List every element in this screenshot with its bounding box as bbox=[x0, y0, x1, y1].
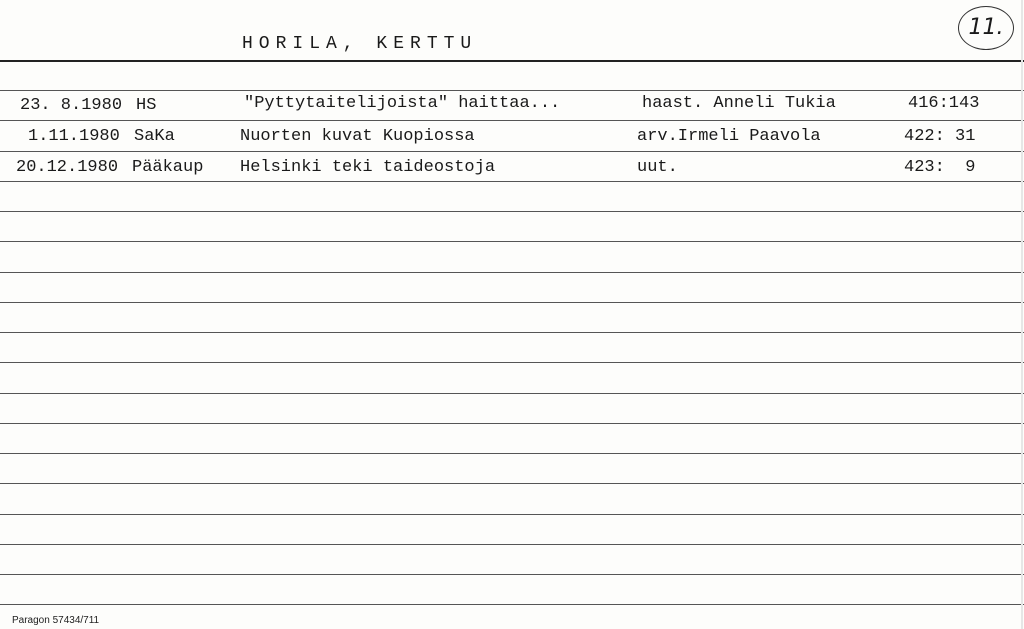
entry-source: HS bbox=[136, 96, 157, 115]
ruled-line bbox=[0, 544, 1024, 545]
ruled-line bbox=[0, 120, 1024, 121]
ruled-line bbox=[0, 362, 1024, 363]
entry-note: haast. Anneli Tukia bbox=[642, 94, 836, 113]
header-rule bbox=[0, 60, 1024, 62]
ruled-line bbox=[0, 483, 1024, 484]
ruled-line bbox=[0, 332, 1024, 333]
entry-ref: 422: 31 bbox=[904, 127, 976, 146]
card-number: 11. bbox=[958, 6, 1014, 50]
ruled-line bbox=[0, 453, 1024, 454]
ruled-line bbox=[0, 241, 1024, 242]
ruled-line bbox=[0, 514, 1024, 515]
entry-date: 1.11.1980 bbox=[28, 127, 120, 146]
entry-title: "Pyttytaitelijoista" haittaa... bbox=[244, 94, 561, 113]
ruled-line bbox=[0, 423, 1024, 424]
ruled-line bbox=[0, 604, 1024, 605]
entry-date: 23. 8.1980 bbox=[20, 96, 123, 115]
entry-note: arv.Irmeli Paavola bbox=[637, 127, 821, 146]
entry-date: 20.12.1980 bbox=[16, 158, 119, 177]
entry-source: Pääkaup bbox=[132, 158, 204, 177]
ruled-line bbox=[0, 272, 1024, 273]
person-name: HORILA, KERTTU bbox=[242, 34, 478, 54]
entry-ref: 423: 9 bbox=[904, 158, 976, 177]
ruled-line bbox=[0, 574, 1024, 575]
entry-title: Helsinki teki taideostoja bbox=[240, 158, 496, 177]
entry-title: Nuorten kuvat Kuopiossa bbox=[240, 127, 475, 146]
ruled-line bbox=[0, 302, 1024, 303]
entry-source: SaKa bbox=[134, 127, 175, 146]
printer-imprint: Paragon 57434/711 bbox=[12, 615, 100, 626]
entry-ref: 416:143 bbox=[908, 94, 980, 113]
card-edge bbox=[1021, 0, 1023, 629]
entry-note: uut. bbox=[637, 158, 678, 177]
ruled-line bbox=[0, 151, 1024, 152]
ruled-line bbox=[0, 211, 1024, 212]
ruled-line bbox=[0, 90, 1024, 91]
ruled-line bbox=[0, 181, 1024, 182]
ruled-line bbox=[0, 393, 1024, 394]
